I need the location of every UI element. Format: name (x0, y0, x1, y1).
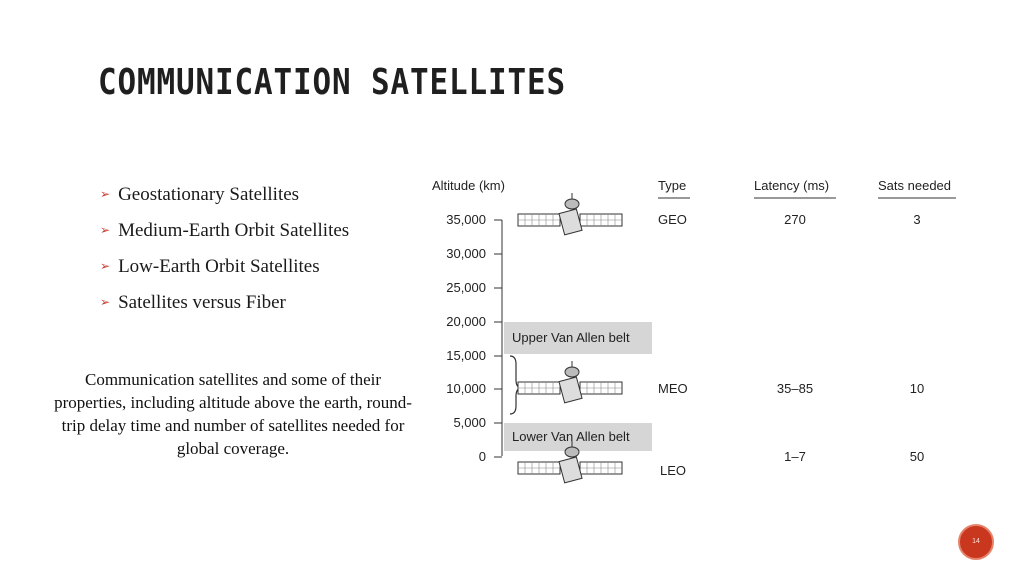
tick-label: 10,000 (446, 381, 486, 396)
bullet-text: Satellites versus Fiber (118, 292, 286, 313)
bullet-item (100, 284, 349, 320)
header-type: Type (658, 178, 687, 193)
tick-marks (494, 220, 502, 457)
bullet-list (100, 176, 349, 320)
leo-type: LEO (660, 463, 687, 478)
upper-belt-label: Upper Van Allen belt (512, 330, 630, 345)
figure-caption: Communication satellites and some of their properties, including altitude above the earth, round-trip delay time and number of satellites needed for global coverage. (54, 370, 412, 458)
bullet-item (100, 248, 349, 284)
slide-title: COMMUNICATION SATELLITES (98, 62, 566, 103)
header-sats: Sats needed (878, 178, 952, 193)
arrow-bullet-icon: ➢ (100, 223, 111, 237)
tick-label: 15,000 (446, 348, 486, 363)
bullet-text: Medium-Earth Orbit Satellites (118, 220, 350, 241)
meo-sats: 10 (909, 381, 925, 396)
tick-label: 35,000 (446, 212, 486, 227)
meo-satellite-icon (518, 361, 622, 403)
bullet-text: Low-Earth Orbit Satellites (118, 256, 320, 277)
leo-latency: 1–7 (784, 449, 806, 464)
bullet-text: Geostationary Satellites (118, 184, 300, 205)
meo-type: MEO (658, 381, 688, 396)
tick-label: 20,000 (446, 314, 486, 329)
page-number-badge: 14 (958, 524, 994, 560)
geo-satellite-icon (518, 193, 622, 235)
header-latency: Latency (ms) (754, 178, 830, 193)
tick-label: 5,000 (453, 415, 486, 430)
geo-latency: 270 (784, 212, 806, 227)
bullet-item (100, 176, 349, 212)
header-altitude: Altitude (km) (432, 178, 505, 193)
bullet-item (100, 212, 349, 248)
geo-type: GEO (658, 212, 687, 227)
tick-label: 25,000 (446, 280, 486, 295)
meo-latency: 35–85 (776, 381, 814, 396)
geo-sats: 3 (913, 212, 921, 227)
satellite-orbit-figure (424, 170, 964, 490)
tick-label: 30,000 (446, 246, 486, 261)
arrow-bullet-icon: ➢ (100, 295, 111, 309)
arrow-bullet-icon: ➢ (100, 259, 111, 273)
arrow-bullet-icon: ➢ (100, 187, 111, 201)
lower-belt-label: Lower Van Allen belt (512, 429, 630, 444)
leo-sats: 50 (909, 449, 925, 464)
tick-label: 0 (478, 449, 486, 464)
